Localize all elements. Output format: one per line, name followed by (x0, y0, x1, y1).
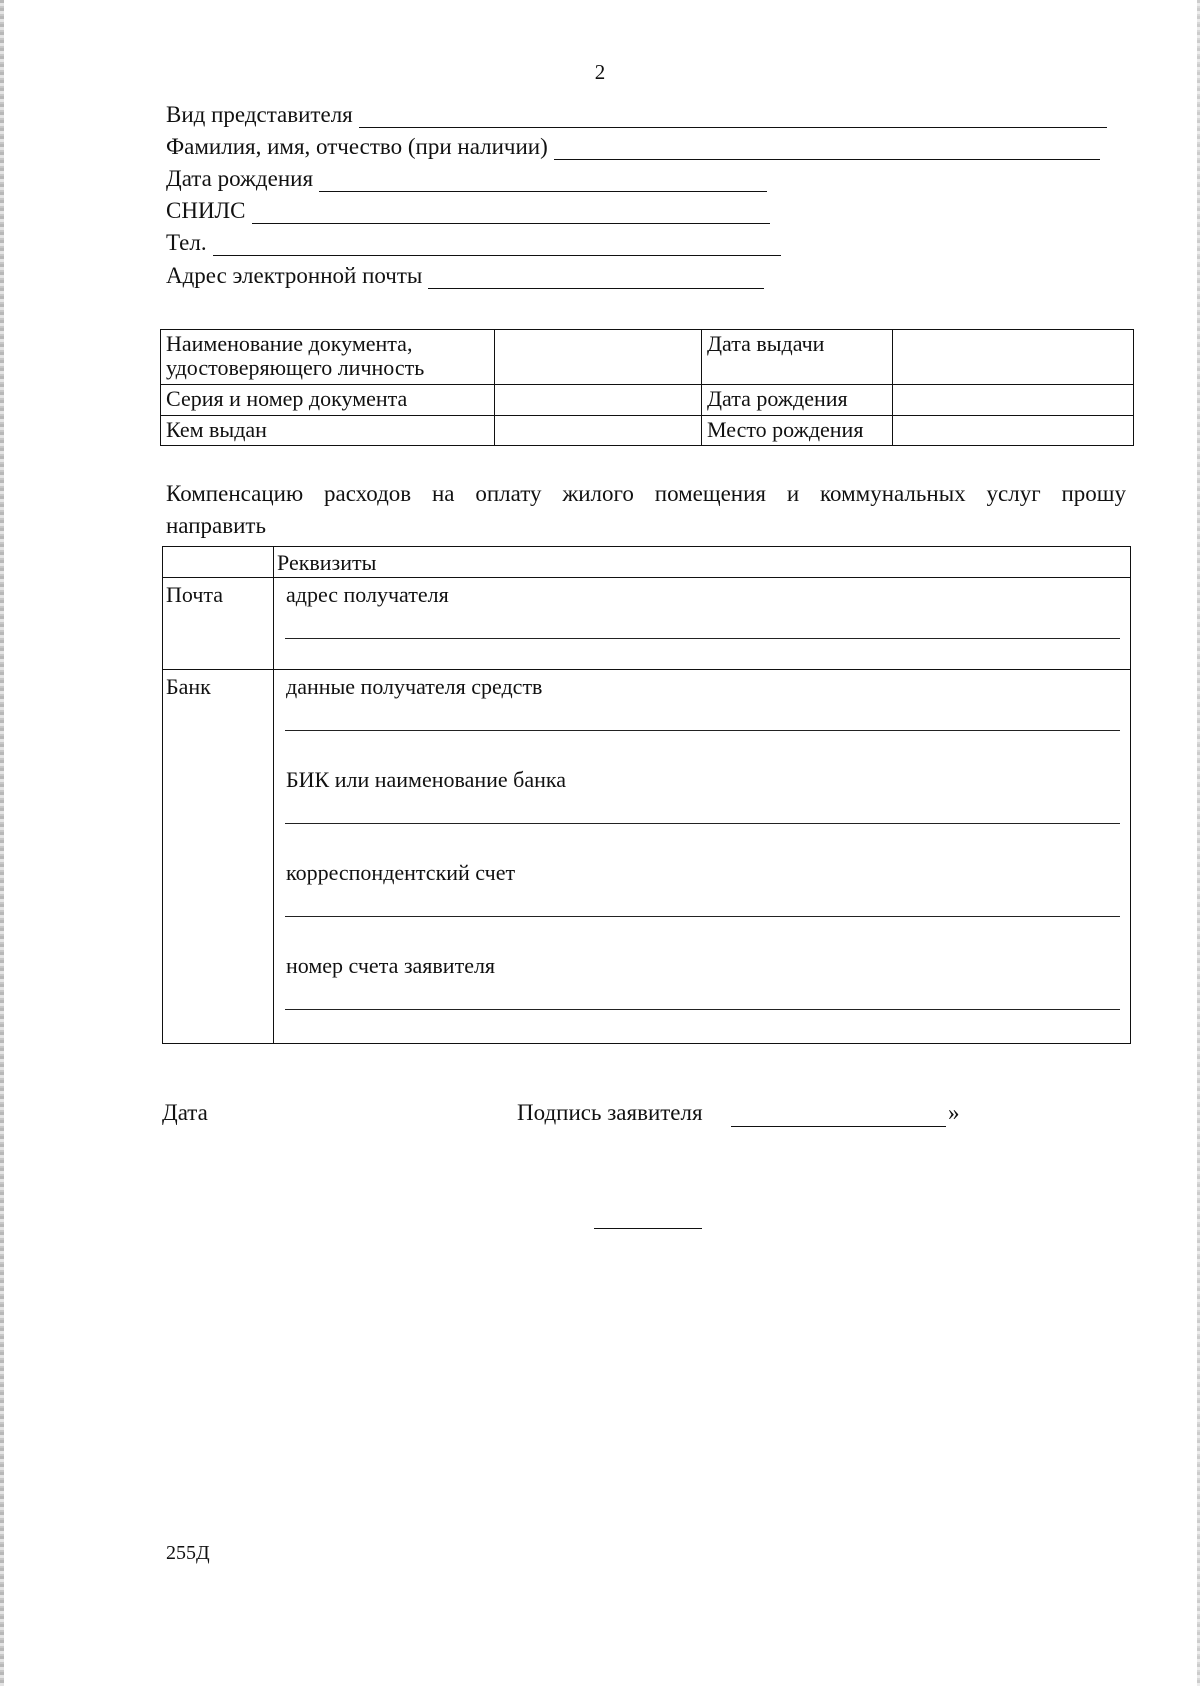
representative-type-label: Вид представителя (166, 102, 353, 127)
form-code: 255Д (166, 1542, 210, 1564)
email-line[interactable] (428, 264, 764, 289)
birth-place-label: Место рождения (702, 416, 893, 446)
doc-name-cell[interactable] (495, 330, 702, 385)
id-document-table (160, 329, 1134, 446)
bik-bank-label: БИК или наименование банка (286, 767, 567, 792)
page-number: 2 (594, 60, 606, 84)
birth-date-cell[interactable] (893, 385, 1134, 416)
column-divider (273, 547, 274, 1043)
email-label: Адрес электронной почты (166, 263, 423, 288)
full-name-line[interactable] (554, 135, 1100, 160)
birth-date-field[interactable] (166, 164, 767, 194)
issue-date-label: Дата выдачи (702, 330, 893, 385)
full-name-field[interactable] (166, 132, 1100, 162)
snils-label: СНИЛС (166, 198, 246, 223)
bik-bank-line[interactable] (285, 823, 1120, 824)
snils-field[interactable] (166, 196, 770, 226)
method-mail: Почта (166, 582, 224, 607)
recipient-data-line[interactable] (285, 730, 1120, 731)
compensation-text-line2: направить (166, 513, 266, 538)
birth-date-line[interactable] (319, 167, 767, 192)
applicant-account-line[interactable] (285, 1009, 1120, 1010)
compensation-text-line1: Компенсацию расходов на оплату жилого помещения и коммунальных услуг прошу (166, 481, 1126, 506)
header-divider (163, 577, 1130, 578)
recipient-data-label: данные получателя средств (286, 674, 543, 699)
doc-name-label: Наименование документа, удостоверяющего личность (161, 330, 495, 385)
issue-date-cell[interactable] (893, 330, 1134, 385)
correspondent-account-label: корреспондентский счет (286, 860, 516, 885)
birth-date-label: Дата рождения (166, 166, 314, 191)
full-name-label: Фамилия, имя, отчество (при наличии) (166, 134, 548, 159)
series-number-cell[interactable] (495, 385, 702, 416)
issued-by-label: Кем выдан (161, 416, 495, 446)
table-row (161, 385, 1134, 416)
recipient-address-line[interactable] (285, 638, 1120, 639)
issued-by-cell[interactable] (495, 416, 702, 446)
snils-line[interactable] (252, 199, 770, 224)
birth-date-table-label: Дата рождения (702, 385, 893, 416)
signature-label: Подпись заявителя (517, 1100, 703, 1125)
recipient-address-label: адрес получателя (286, 582, 449, 607)
phone-label: Тел. (166, 230, 207, 255)
separator-line (594, 1228, 702, 1229)
email-field[interactable] (166, 261, 764, 291)
applicant-account-label: номер счета заявителя (286, 953, 496, 978)
phone-line[interactable] (213, 231, 781, 256)
table-row (161, 330, 1134, 385)
representative-type-field[interactable] (166, 100, 1107, 130)
closing-quote: » (948, 1100, 960, 1125)
table-row (161, 416, 1134, 446)
birth-place-cell[interactable] (893, 416, 1134, 446)
payout-table (162, 546, 1131, 1044)
correspondent-account-line[interactable] (285, 916, 1120, 917)
scan-edge-left (0, 0, 4, 1686)
method-bank: Банк (166, 674, 211, 699)
phone-field[interactable] (166, 228, 781, 258)
date-label: Дата (162, 1100, 208, 1125)
details-header: Реквизиты (277, 550, 377, 575)
compensation-paragraph (166, 478, 1126, 542)
signature-line[interactable] (731, 1126, 946, 1127)
representative-type-line[interactable] (359, 103, 1107, 128)
row-divider (163, 669, 1130, 670)
series-number-label: Серия и номер документа (161, 385, 495, 416)
